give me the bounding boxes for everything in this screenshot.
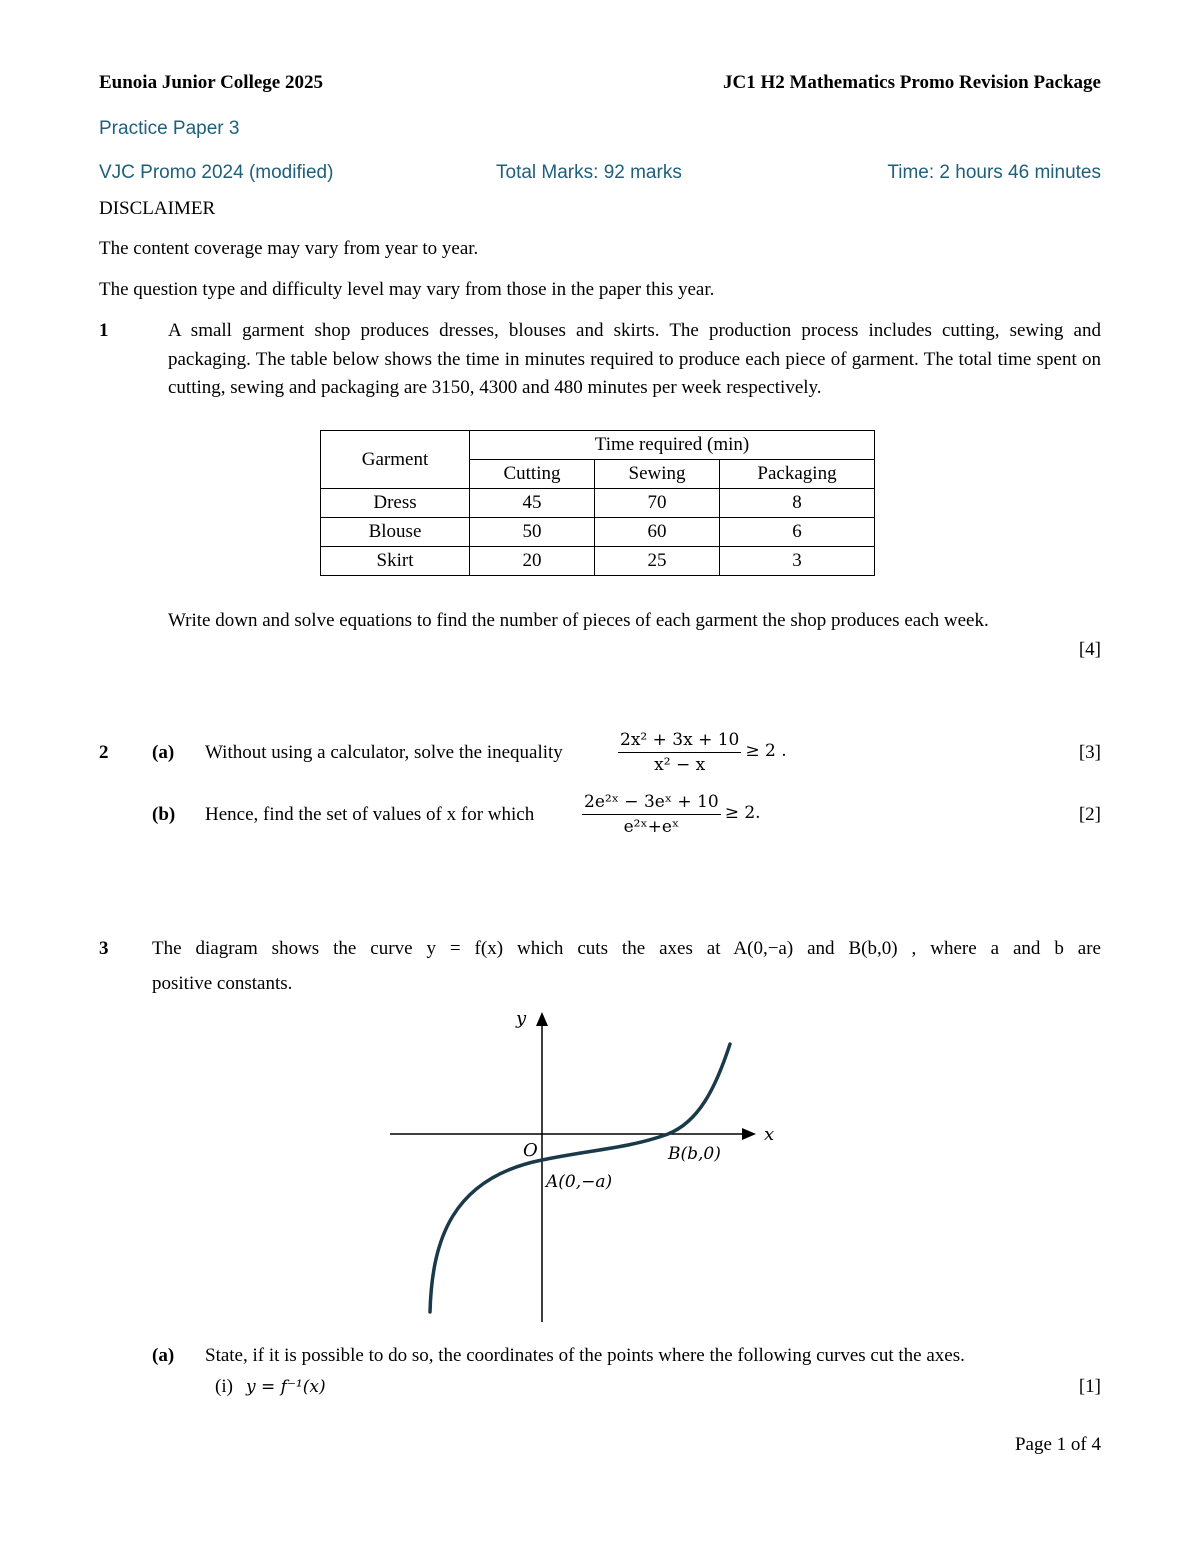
- question-2b-label: (b): [152, 804, 176, 825]
- garment-table: [320, 430, 875, 576]
- point-b-label: B(b,0): [668, 1144, 721, 1164]
- y-axis-label: y: [516, 1008, 527, 1029]
- table-cell: Skirt: [321, 547, 470, 576]
- origin-label: O: [523, 1140, 538, 1161]
- question-2-number: 2: [99, 742, 109, 763]
- column-header-sewing: Sewing: [595, 460, 720, 489]
- table-cell: 45: [470, 489, 595, 518]
- table-row: [321, 489, 875, 518]
- question-1-number: 1: [99, 320, 109, 341]
- table-cell: Dress: [321, 489, 470, 518]
- table-cell: 50: [470, 518, 595, 547]
- y-axis-arrow-icon: [536, 1012, 548, 1026]
- disclaimer-heading: DISCLAIMER: [99, 198, 216, 219]
- question-3a-i-text: y = f⁻¹(x): [246, 1377, 326, 1397]
- fraction-numerator: 2e²ˣ − 3eˣ + 10: [582, 790, 721, 815]
- curve-diagram: [380, 1000, 800, 1330]
- point-a-label: A(0,−a): [546, 1172, 613, 1192]
- question-3a-i-marks: [1]: [1078, 1376, 1101, 1397]
- table-cell: 25: [595, 547, 720, 576]
- total-marks: Total Marks: 92 marks: [496, 162, 682, 183]
- table-cell: 8: [720, 489, 875, 518]
- question-2b-text: Hence, find the set of values of x for which: [205, 804, 535, 825]
- inequality-rhs: ≥ 2.: [724, 803, 761, 824]
- table-cell: 3: [720, 547, 875, 576]
- time-required-header: Time required (min): [470, 431, 875, 460]
- fraction-numerator: 2x² + 3x + 10: [618, 728, 741, 753]
- question-2b-fraction: [582, 790, 761, 839]
- question-3a-i-label: (i): [215, 1376, 233, 1397]
- column-header-cutting: Cutting: [470, 460, 595, 489]
- table-row: [321, 518, 875, 547]
- page-number: Page 1 of 4: [1014, 1434, 1101, 1455]
- garment-header: Garment: [321, 431, 470, 489]
- disclaimer-line-2: The question type and difficulty level may vary from those in the paper this year.: [99, 279, 715, 300]
- table-cell: 20: [470, 547, 595, 576]
- question-1-text: A small garment shop produces dresses, blouses and skirts. The production process includes cutting, sewing and packaging. The table below shows the time in minutes required to produce each piece of garment. The total time spent on cutting, sewing and packaging are 3150, 4300 and 480 minutes per week respectively.: [168, 320, 1101, 398]
- table-cell: 70: [595, 489, 720, 518]
- fraction-denominator: x² − x: [654, 755, 706, 775]
- disclaimer-line-1: The content coverage may vary from year to year.: [99, 238, 479, 259]
- question-1-marks: [4]: [1078, 639, 1101, 660]
- paper-title: Practice Paper 3: [99, 118, 240, 139]
- question-2a-fraction: [618, 728, 787, 777]
- inequality-rhs: ≥ 2 .: [745, 741, 787, 762]
- question-2a-marks: [3]: [1078, 742, 1101, 763]
- question-1-instruction: Write down and solve equations to find the number of pieces of each garment the shop produces each week.: [168, 610, 989, 631]
- x-axis-label: x: [764, 1124, 775, 1145]
- question-2a-label: (a): [152, 742, 175, 763]
- header-right: JC1 H2 Mathematics Promo Revision Package: [722, 72, 1101, 93]
- question-3a-text: State, if it is possible to do so, the coordinates of the points where the following curves cut the axes.: [205, 1345, 965, 1366]
- x-axis-arrow-icon: [742, 1128, 756, 1140]
- question-3a-label: (a): [152, 1345, 175, 1366]
- question-2a-text: Without using a calculator, solve the inequality: [205, 742, 563, 763]
- question-3-text-line-2: positive constants.: [152, 973, 293, 994]
- table-cell: 60: [595, 518, 720, 547]
- column-header-packaging: Packaging: [720, 460, 875, 489]
- table-cell: Blouse: [321, 518, 470, 547]
- question-3-number: 3: [99, 938, 109, 959]
- paper-source: VJC Promo 2024 (modified): [99, 162, 334, 183]
- table-row: [321, 547, 875, 576]
- fraction-denominator: e²ˣ+eˣ: [623, 817, 680, 837]
- table-cell: 6: [720, 518, 875, 547]
- question-2b-marks: [2]: [1078, 804, 1101, 825]
- header-left: Eunoia Junior College 2025: [99, 72, 323, 93]
- question-3-text-line-1: The diagram shows the curve y = f(x) which cuts the axes at A(0,−a) and B(b,0) , where a and b are: [152, 938, 1101, 959]
- time-allowed: Time: 2 hours 46 minutes: [887, 162, 1101, 183]
